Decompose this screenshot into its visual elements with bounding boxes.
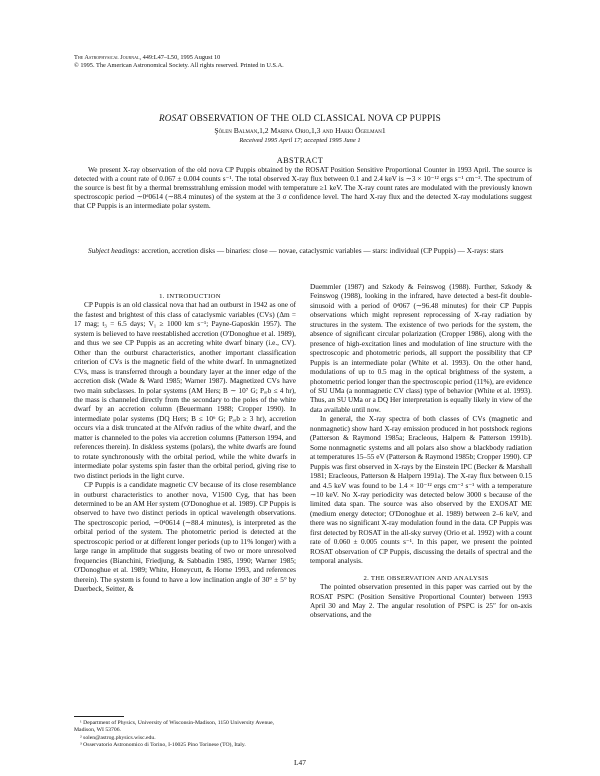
received-dates: Received 1995 April 17; accepted 1995 June 1	[239, 137, 361, 144]
author-list: Şölen Balman,1,2 Marina Orio,1,3 and Hakki Ögelman1	[214, 126, 386, 135]
left-column	[74, 292, 296, 595]
subject-headings	[74, 247, 532, 256]
journal-citation	[74, 54, 284, 62]
intro-paragraph: In general, the X-ray spectra of both classes of CVs (magnetic and nonmagnetic) show hard X-ray emission produced in hot postshock regions (Patterson & Raymond 1985a; Eracleous, Halpern & Patterson 1991b). Some nonmagnetic systems and all polars also show a blackbody radiation at temperatures 15–55 eV (Patterson & Raymond 1985b; Cropper 1990). CP Puppis was first observed in X-rays by the Einstein IPC (Becker & Marshall 1981; Eracleous, Patterson & Halpern 1991a). The X-ray flux between 0.15 and 4.5 keV was found to be 1.4 × 10⁻¹² ergs cm⁻² s⁻¹ with a temperature ∼10 keV. No X-ray periodicity was detected below 3000 s because of the limited data span. The source was also observed by the EXOSAT ME (medium energy detector; O'Donoghue et al. 1989) between 2–6 keV, and there was no significant X-ray modulation found in the data. CP Puppis was first detected by ROSAT in the all-sky survey (Orio et al. 1992) with a count rate of 0.060 ± 0.005 counts s⁻¹. In this paper, we present the pointed ROSAT observation of CP Puppis, discussing the details of spectral and the temporal analysis.	[310, 415, 532, 566]
title-mission: ROSAT	[159, 113, 188, 123]
journal-name: The Astrophysical Journal	[74, 54, 140, 61]
intro-paragraph: Duemmler (1987) and Szkody & Feinswog (1988). Further, Szkody & Feinswog (1988), looking in the infrared, have detected a best-fit double-sinusoid with a period of 0ᵈ067 (∼96.48 minutes) for their CP Puppis observations which might represent reprocessing of X-ray radiation by structures in the system. The existence of two periods for the system, the absence of significant circular polarization (Cropper 1986), along with the presence of high-excitation lines and modulation of line structure with the spectroscopic and photometric periods, all support the possibility that CP Puppis is an intermediate polar (White et al. 1993). On the other hand, modulations of up to 0.5 mag in the optical brightness of the system, a photometric period longer than the spectroscopic period (11%), are evidence of SU UMa (a nonmagnetic CV class) type of behavior (White et al. 1993). Thus, an SU UMa or a DQ Her interpretation is equally likely in view of the data available until now.	[310, 283, 532, 414]
right-column	[310, 283, 532, 621]
section-heading-introduction: 1. INTRODUCTION	[159, 293, 221, 300]
journal-issue: , 449:L47–L50, 1995 August 10	[139, 54, 221, 61]
section-gap	[310, 567, 532, 574]
title-rest: OBSERVATION OF THE OLD CLASSICAL NOVA CP PUPPIS	[187, 113, 441, 123]
subject-headings-label: Subject headings:	[88, 247, 140, 255]
footnote: ² solen@astrog.physics.wisc.edu.	[80, 734, 156, 741]
paper-title	[0, 113, 600, 123]
copyright-line: © 1995. The American Astronomical Society. All rights reserved. Printed in U.S.A.	[74, 61, 284, 69]
footnote: ³ Osservatorio Astronomico di Torino, I-10025 Pino Torinese (TO), Italy.	[80, 742, 246, 749]
footnotes	[74, 720, 296, 750]
footnote: ¹ Department of Physics, University of Wisconsin-Madison, 1150 University Avenue, Madison, WI 53706.	[74, 720, 275, 734]
abstract-heading: ABSTRACT	[276, 156, 324, 165]
subject-headings-text: accretion, accretion disks — binaries: close — novae, cataclysmic variables — stars: individual (CP Puppis) — X-rays: stars	[139, 247, 504, 255]
abstract-text: We present X-ray observation of the old nova CP Puppis obtained by the ROSAT Position Sensitive Proportional Counter in 1993 April. The source is detected with a count rate of 0.067 ± 0.004 counts s⁻¹. The total observed X-ray flux between 0.1 and 2.4 keV is ∼3 × 10⁻¹² ergs s⁻¹ cm⁻². The spectrum of the source is best fit by a thermal bremsstrahlung emission model with temperature ≥1 keV. The X-ray count rates are modulated with the previously known spectroscopic period ∼0ᵈ0614 (∼88.4 minutes) of the system at the 3 σ confidence level. The hard X-ray flux and the detected X-ray modulations suggest that CP Puppis is an intermediate polar system.	[74, 166, 532, 210]
intro-paragraph: CP Puppis is a candidate magnetic CV because of its close resemblance in outburst characteristics to another nova, V1500 Cyg, that has been determined to be an AM Her system (O'Donoghue et al. 1989). CP Puppis is observed to have two distinct periods in optical wavelength observations. The spectroscopic period, ∼0ᵈ0614 (∼88.4 minutes), is interpreted as the orbital period of the system. The photometric period is detected at the spectroscopic period or at different longer periods (up to 11% longer) with a large range in amplitude that suggests beating of two or more unresolved frequencies (Bianchini, Friedjung, & Sabbadin 1985, 1990; Warner 1985; O'Donoghue et al. 1989; White, Honeycutt, & Horne 1993, and references therein). The system is found to have a low inclination angle of 30° ± 5° by Duerbeck, Seitter, &	[74, 481, 296, 594]
observation-paragraph: The pointed observation presented in this paper was carried out by the ROSAT PSPC (Position Sensitive Proportional Counter) between 1993 April 30 and May 2. The angular resolution of PSPC is 25″ for on-axis observations, and the	[310, 583, 532, 620]
page-number: L47	[294, 758, 306, 767]
section-heading-observation: 2. THE OBSERVATION AND ANALYSIS	[363, 574, 489, 582]
intro-paragraph: CP Puppis is an old classical nova that had an outburst in 1942 as one of the fastest and brightest of this class of cataclysmic variables (CVs) (Δm = 17 mag; t₃ = 6.5 days; V₁ ≥ 1000 km s⁻¹; Payne-Gaposkin 1957). The system is believed to have reestablished accretion (O'Donoghue et al. 1989), and thus we see CP Puppis as an accreting white dwarf binary (i.e., CV). Other than the outburst characteristics, another important classification criterion of CVs is the magnetic field of the white dwarf. In unmagnetized CVs, mass is transferred through a boundary layer at the inner edge of the accretion disk (Wade & Ward 1985; Warner 1987). Magnetized CVs have two main subclasses. In polar systems (AM Hers; B ∼ 10⁷ G; Pₒᵣb ≤ 4 hr), the mass is channeled directly from the secondary to the poles of the white dwarf by an accretion column (Beuermann 1988; Cropper 1990). In intermediate polar systems (DQ Hers; B ≤ 10⁶ G; Pₒᵣb ≥ 3 hr), accretion occurs via a disk truncated at the Alfvén radius of the white dwarf, and the matter is channeled to the poles via accretion columns (Patterson 1994, and references therein). In diskless systems (polars), the white dwarfs are found to rotate synchronously with the orbital period, while the white dwarfs in intermediate polar systems spin faster than the orbital period, giving rise to two distinct periods in the light curve.	[74, 301, 296, 480]
journal-header	[74, 54, 284, 69]
footnote-rule	[74, 716, 124, 717]
